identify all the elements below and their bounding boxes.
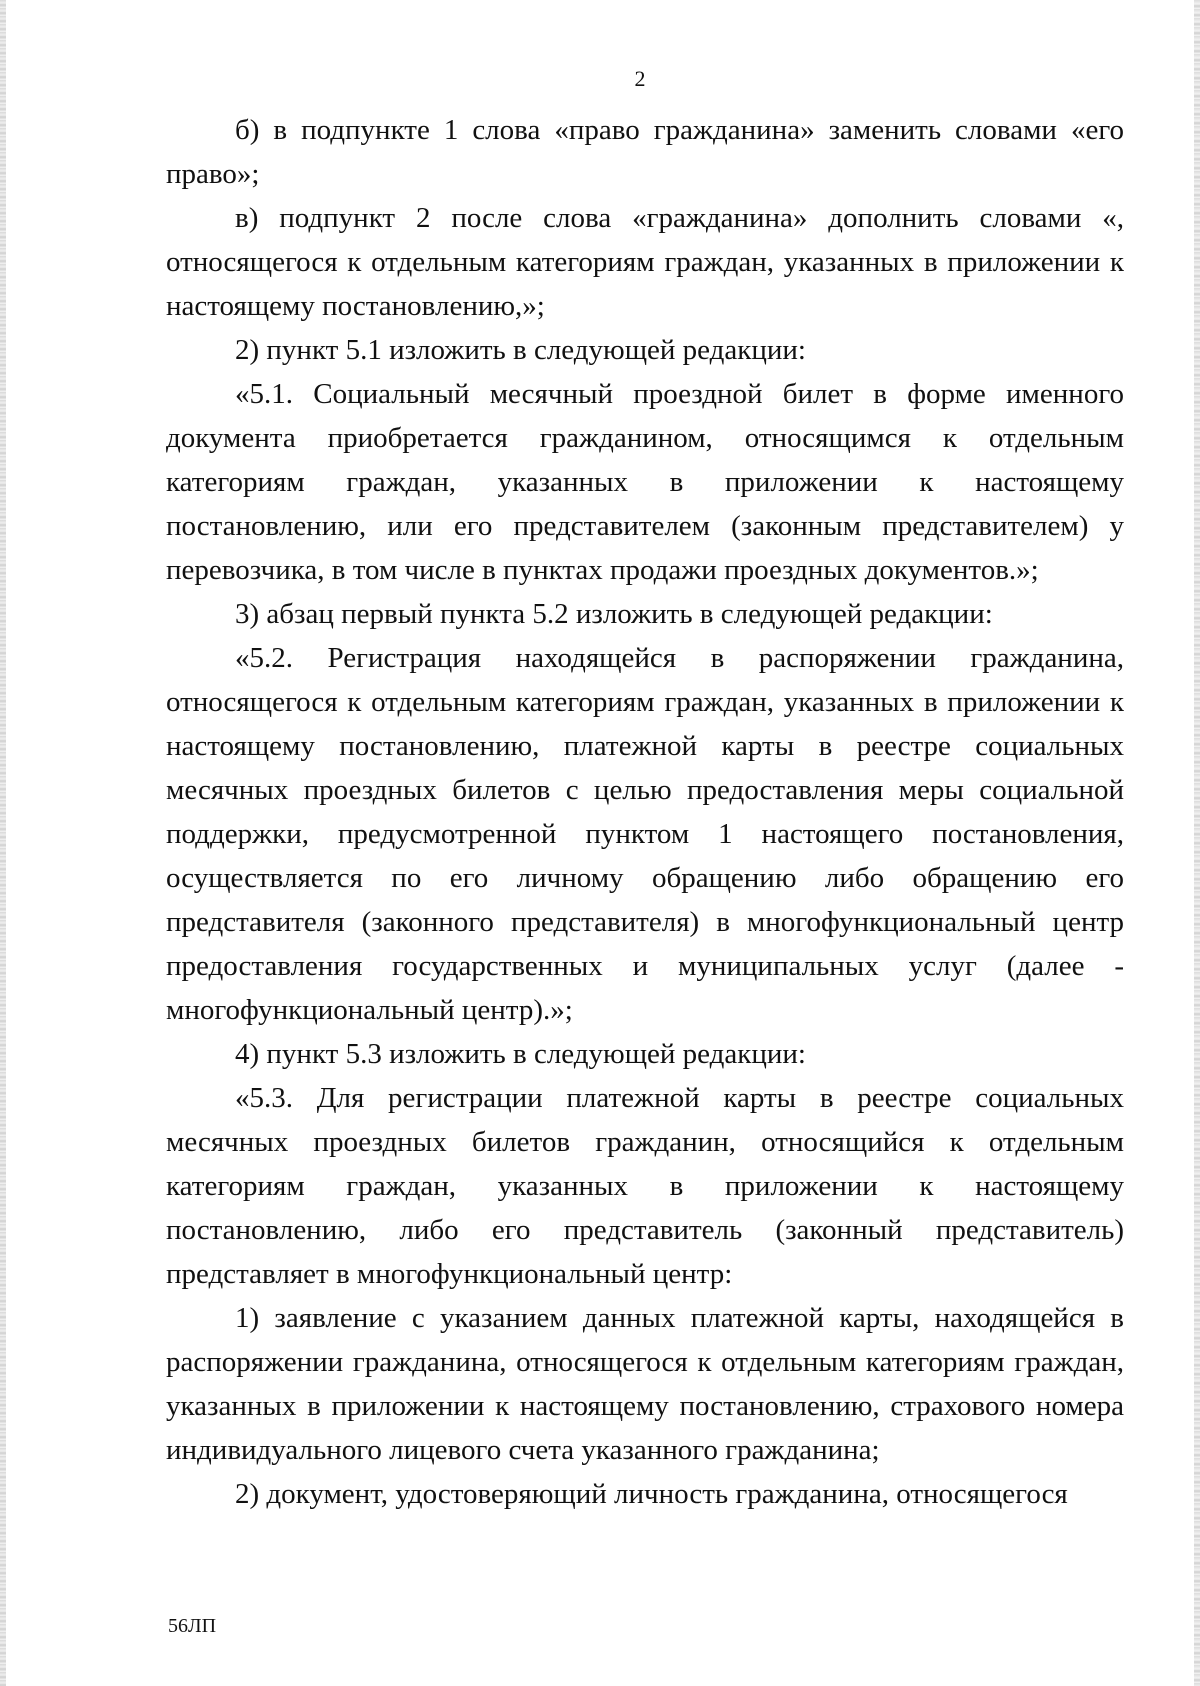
document-body — [166, 108, 1124, 1516]
paragraph-subitem-1: 1) заявление с указанием данных платежной карты, находящейся в распоряжении гражданина, относящегося к отдельным категориям граждан, указанных в приложении к настоящему постановлению, страхового номера индивидуального лицевого счета указанного гражданина; — [166, 1302, 1124, 1466]
paragraph-item-2: 2) пункт 5.1 изложить в следующей редакции: — [235, 334, 806, 366]
page-number: 2 — [634, 66, 646, 91]
scan-edge-left — [0, 0, 6, 1686]
paragraph-subitem-2: 2) документ, удостоверяющий личность гражданина, относящегося — [235, 1478, 1068, 1510]
paragraph-item-3: 3) абзац первый пункта 5.2 изложить в следующей редакции: — [235, 598, 993, 630]
footer-document-code: 56ЛП — [168, 1615, 217, 1637]
scan-edge-right — [1194, 0, 1200, 1686]
paragraph-v: в) подпункт 2 после слова «гражданина» дополнить словами «, относящегося к отдельным категориям граждан, указанных в приложении к настоящему постановлению,»; — [166, 202, 1124, 322]
paragraph-5-3: «5.3. Для регистрации платежной карты в реестре социальных месячных проездных билетов гражданин, относящийся к отдельным категориям граждан, указанных в приложении к настоящему постановлению, либо его представитель (законный представитель) представляет в многофункциональный центр: — [166, 1082, 1124, 1290]
paragraph-item-4: 4) пункт 5.3 изложить в следующей редакции: — [235, 1038, 806, 1070]
paragraph-5-2: «5.2. Регистрация находящейся в распоряжении гражданина, относящегося к отдельным категориям граждан, указанных в приложении к настоящему постановлению, платежной карты в реестре социальных месячных проездных билетов с целью предоставления меры социальной поддержки, предусмотренной пунктом 1 настоящего постановления, осуществляется по его личному обращению либо обращению его представителя (законного представителя) в многофункциональный центр предоставления государственных и муниципальных услуг (далее - многофункциональный центр).»; — [166, 642, 1124, 1026]
paragraph-5-1: «5.1. Социальный месячный проездной билет в форме именного документа приобретается гражданином, относящимся к отдельным категориям граждан, указанных в приложении к настоящему постановлению, или его представителем (законным представителем) у перевозчика, в том числе в пунктах продажи проездных документов.»; — [166, 378, 1124, 586]
paragraph-b: б) в подпункте 1 слова «право гражданина» заменить словами «его право»; — [166, 114, 1124, 190]
